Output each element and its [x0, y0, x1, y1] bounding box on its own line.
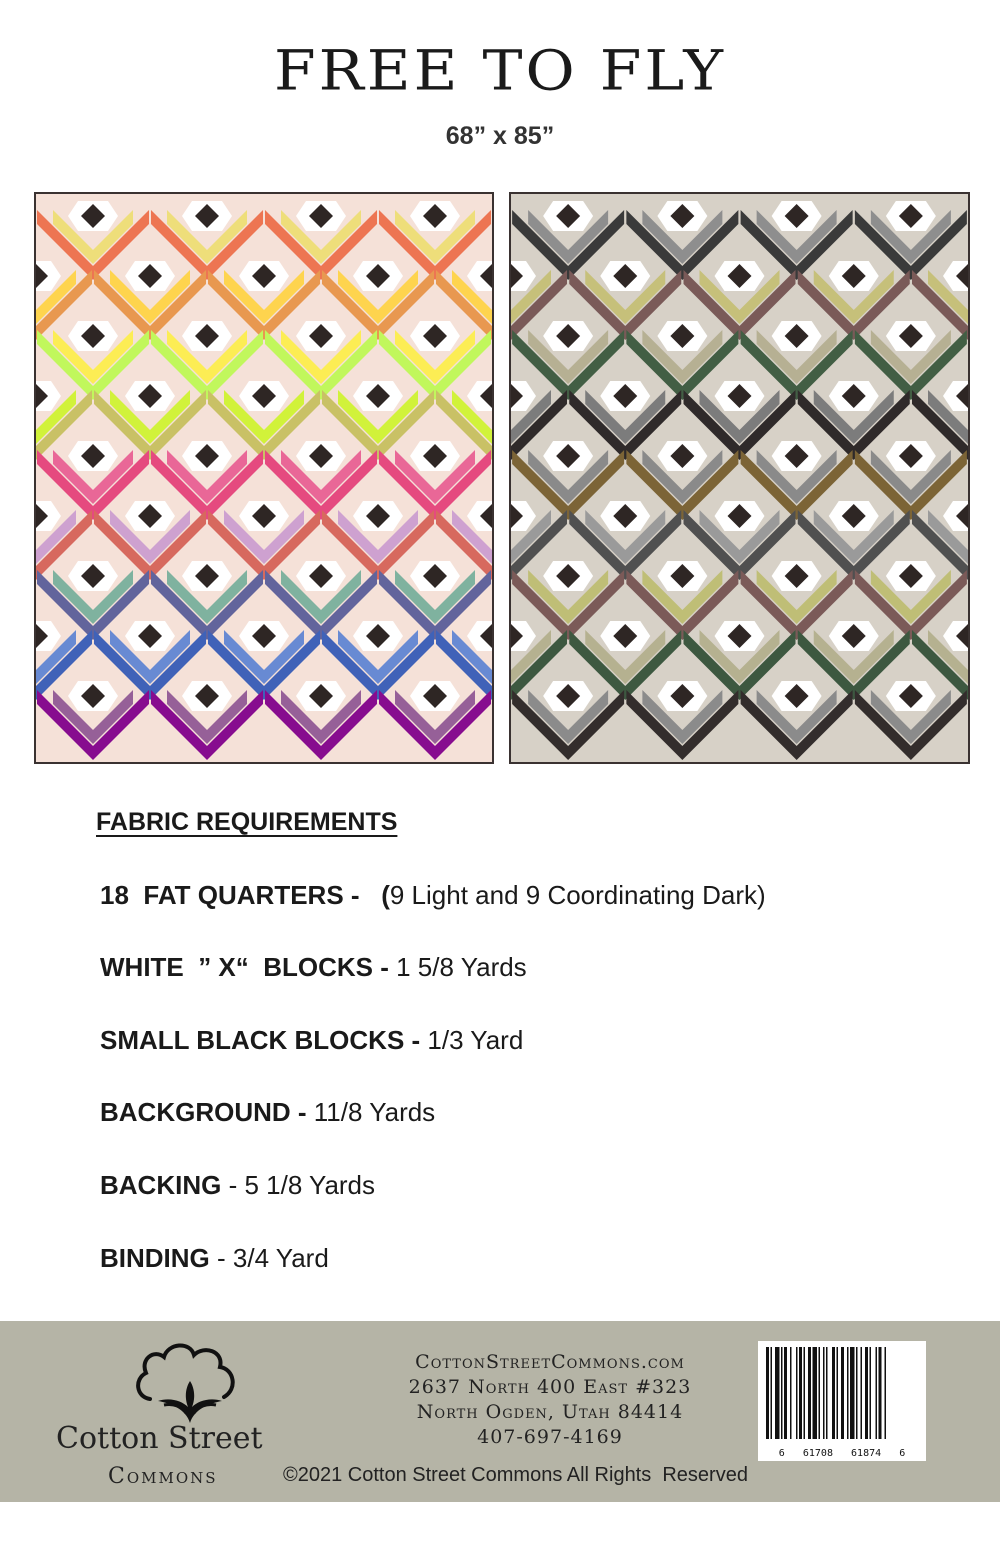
barcode-bar	[865, 1347, 868, 1439]
requirement-label: 18 FAT QUARTERS - (	[100, 880, 390, 910]
address-line-2: North Ogden, Utah 84414	[416, 1401, 684, 1423]
quilt-chevron-dark	[493, 330, 494, 400]
quilt-size: 68” x 85”	[445, 122, 555, 150]
fabric-requirements-heading: FABRIC REQUIREMENTS	[96, 808, 398, 836]
barcode-bar	[766, 1347, 769, 1439]
barcode-bar	[826, 1347, 828, 1439]
requirement-value: 9 Light and 9 Coordinating Dark)	[389, 880, 766, 910]
brand-name-sub: Commons	[108, 1464, 218, 1489]
quilt-chevron-dark	[493, 570, 494, 640]
copyright-notice: ©2021 Cotton Street Commons All Rights Reserved	[283, 1464, 748, 1486]
requirement-label: BACKING	[100, 1170, 222, 1200]
quilt-chevron-dark	[969, 210, 970, 280]
requirement-fat-quarters	[100, 880, 766, 911]
quilt-chevron-dark	[969, 570, 970, 640]
requirement-value: - 5 1/8 Yards	[221, 1170, 376, 1200]
barcode-bar	[784, 1347, 787, 1439]
barcode-bar	[847, 1347, 849, 1439]
requirement-label: SMALL BLACK BLOCKS -	[100, 1025, 428, 1055]
barcode-bar	[823, 1347, 825, 1439]
barcode-bar	[799, 1347, 802, 1439]
quilt-chevron-dark	[493, 450, 494, 520]
address-line-1: 2637 North 400 East #323	[408, 1376, 692, 1398]
barcode-bar	[850, 1347, 855, 1439]
cotton-boll-icon	[130, 1339, 250, 1429]
quilt-chevron-dark	[493, 690, 494, 760]
requirement-value: - 3/4 Yard	[209, 1243, 329, 1273]
quilt-neutral-graphic	[511, 194, 970, 764]
requirement-binding	[100, 1243, 329, 1274]
quilt-chevron-dark	[969, 330, 970, 400]
barcode-bar	[804, 1347, 806, 1439]
barcode-bar	[796, 1347, 798, 1439]
requirement-label: WHITE ” X“ BLOCKS -	[100, 952, 397, 982]
quilt-bright-graphic	[36, 194, 494, 764]
barcode-bar	[775, 1347, 780, 1439]
barcode-bar	[870, 1347, 872, 1439]
barcode-bar	[819, 1347, 821, 1439]
barcode-bar	[856, 1347, 858, 1439]
website-text: CottonStreetCommons.com	[415, 1351, 685, 1373]
barcode	[758, 1341, 926, 1461]
barcode-bar	[879, 1347, 882, 1439]
footer-band	[0, 1321, 1000, 1502]
quilt-image-bright	[34, 192, 494, 764]
barcode-bar	[885, 1347, 887, 1439]
barcode-bar	[841, 1347, 844, 1439]
quilt-image-neutral	[509, 192, 970, 764]
barcode-digits: 6 61708 61874 6	[778, 1448, 906, 1459]
pattern-title: FREE TO FLY	[273, 38, 726, 104]
barcode-bar	[832, 1347, 835, 1439]
barcode-bar	[771, 1347, 773, 1439]
requirement-background	[100, 1097, 435, 1128]
requirement-value: 11/8 Yards	[313, 1097, 436, 1127]
quilt-chevron-dark	[493, 210, 494, 280]
requirement-small-black-blocks	[100, 1025, 523, 1056]
barcode-bar	[781, 1347, 783, 1439]
barcode-bar	[813, 1347, 818, 1439]
requirement-value: 1/3 Yard	[427, 1025, 524, 1055]
requirement-value: 1 5/8 Yards	[396, 952, 527, 982]
barcode-bar	[790, 1347, 792, 1439]
quilt-chevron-dark	[969, 450, 970, 520]
barcode-bar	[837, 1347, 839, 1439]
phone-number: 407-697-4169	[477, 1426, 623, 1448]
barcode-bars	[758, 1341, 926, 1445]
requirement-label: BACKGROUND -	[100, 1097, 314, 1127]
brand-name: Cotton Street	[56, 1421, 263, 1456]
quilt-chevron-dark	[969, 690, 970, 760]
requirement-backing	[100, 1170, 375, 1201]
barcode-bar	[876, 1347, 878, 1439]
barcode-bar	[808, 1347, 811, 1439]
requirement-label: BINDING	[100, 1243, 210, 1273]
requirement-white-x-blocks	[100, 952, 527, 983]
barcode-bar	[861, 1347, 863, 1439]
